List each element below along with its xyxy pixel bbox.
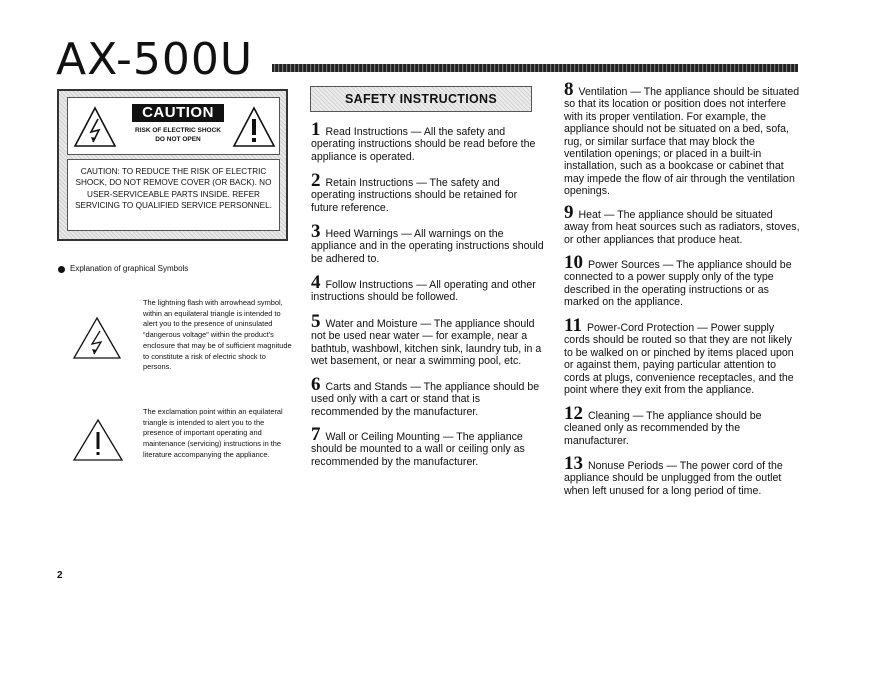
item-heading: Heat [578,209,601,221]
safety-item-9 [564,202,800,246]
item-number: 12 [564,403,583,424]
bullet-icon [58,266,65,273]
model-title: AX-500U [56,34,254,85]
item-text: — The power cord of the appliance should be unplugged from the outlet when left unused for a long period of time. [564,460,783,497]
item-number: 1 [311,119,321,140]
item-heading: Heed Warnings [325,228,399,240]
item-text: — All operating and other instructions should be followed. [311,279,536,304]
page-number: 2 [57,570,63,581]
item-number: 10 [564,252,583,273]
caution-box [57,89,288,241]
item-heading: Ventilation [578,86,628,98]
item-heading: Cleaning [588,410,630,422]
title-rule [272,64,798,72]
caution-label: CAUTION [132,104,224,122]
safety-item-11 [564,315,800,397]
item-text: — The appliance should be mounted to a wall or ceiling only as recommended by the manufacturer. [311,431,525,468]
item-number: 7 [311,424,321,445]
item-text: — The appliance should be situated away from heat sources such as radiators, stoves, or other appliances that produce heat. [564,209,800,246]
exclamation-warning-icon [232,106,276,148]
caution-sub-line1: RISK OF ELECTRIC SHOCK [135,127,221,134]
item-text: — All warnings on the appliance and in the operating instructions should be adhered to. [311,228,544,265]
safety-instructions-header: SAFETY INSTRUCTIONS [310,86,532,112]
item-number: 13 [564,453,583,474]
item-number: 6 [311,374,321,395]
item-number: 2 [311,170,321,191]
item-text: — The safety and operating instructions should be retained for future reference. [311,177,518,214]
safety-item-8 [564,79,800,198]
item-number: 11 [564,315,582,336]
exclamation-symbol-text: The exclamation point within an equilateral triangle is intended to alert you to the presence of important operating and maintenance (servicing) instructions in the literature accompanying the appliance. [143,407,283,459]
caution-text: CAUTION: TO REDUCE THE RISK OF ELECTRIC SHOCK, DO NOT REMOVE COVER (OR BACK). NO USER-SERVICEABLE PARTS INSIDE. REFER SERVICING TO QUALIFIED SERVICE PERSONNEL. [75,167,272,211]
item-number: 4 [311,272,321,293]
lightning-warning-icon [73,106,117,148]
item-heading: Follow Instructions [325,279,414,291]
item-heading: Read Instructions [325,126,408,138]
item-text: — The appliance should not be used near water — for example, near a bathtub, washbowl, kitchen sink, laundry tub, in a wet basement, or near a swimming pool, etc. [311,318,542,368]
symbols-heading: Explanation of graphical Symbols [70,264,189,273]
safety-item-10 [564,252,800,309]
item-heading: Carts and Stands [325,381,408,393]
item-heading: Water and Moisture [325,318,418,330]
item-heading: Nonuse Periods [588,460,664,472]
lightning-symbol-text: The lightning flash with arrowhead symbol, within an equilateral triangle is intended to alert you to the presence of uninsulated “dangerous voltage” within the product's enclosure that may be of sufficient magnitude to constitute a risk of electric shock to persons. [143,298,292,372]
item-text: — The appliance should be used only with a cart or stand that is recommended by the manufacturer. [311,381,540,418]
safety-item-5 [311,311,545,368]
safety-item-12 [564,403,800,447]
item-text: — Power supply cords should be routed so that they are not likely to be walked on or pinched by items placed upon or against them, paying particular attention to cords at plugs, convenience receptacles, and the point where they exit from the appliance. [564,322,794,397]
item-number: 5 [311,311,321,332]
item-heading: Wall or Ceiling Mounting [325,431,440,443]
item-number: 9 [564,202,574,223]
item-number: 8 [564,79,574,100]
exclamation-symbol-icon [72,418,124,462]
safety-item-7 [311,424,545,468]
caution-text-panel [67,159,280,231]
item-heading: Power Sources [588,259,660,271]
safety-item-3 [311,221,545,265]
safety-item-1 [311,119,545,163]
item-text: — All the safety and operating instructions should be read before the appliance is operated. [311,126,536,163]
lightning-symbol-icon [72,316,122,360]
safety-item-4 [311,272,545,304]
item-heading: Retain Instructions [325,177,414,189]
caution-label-panel [67,97,280,155]
safety-item-6 [311,374,545,418]
safety-item-13 [564,453,800,497]
caution-sub-line2: DO NOT OPEN [155,136,201,143]
item-text: — The appliance should be cleaned only as recommended by the manufacturer. [564,410,762,447]
item-heading: Power-Cord Protection [586,322,695,334]
item-text: — The appliance should be situated so that its location or position does not interfere with its proper ventilation. For example, the appliance should not be situated on a bed, sofa, rug, or similar surface that may block the ventilation openings; or placed in a built-in installation, such as a bookcase or cabinet that may impede the flow of air through the ventilation openings. [564,86,800,198]
safety-item-2 [311,170,545,214]
item-number: 3 [311,221,321,242]
item-text: — The appliance should be connected to a power supply only of the type described in the operating instructions or as marked on the appliance. [564,259,792,309]
